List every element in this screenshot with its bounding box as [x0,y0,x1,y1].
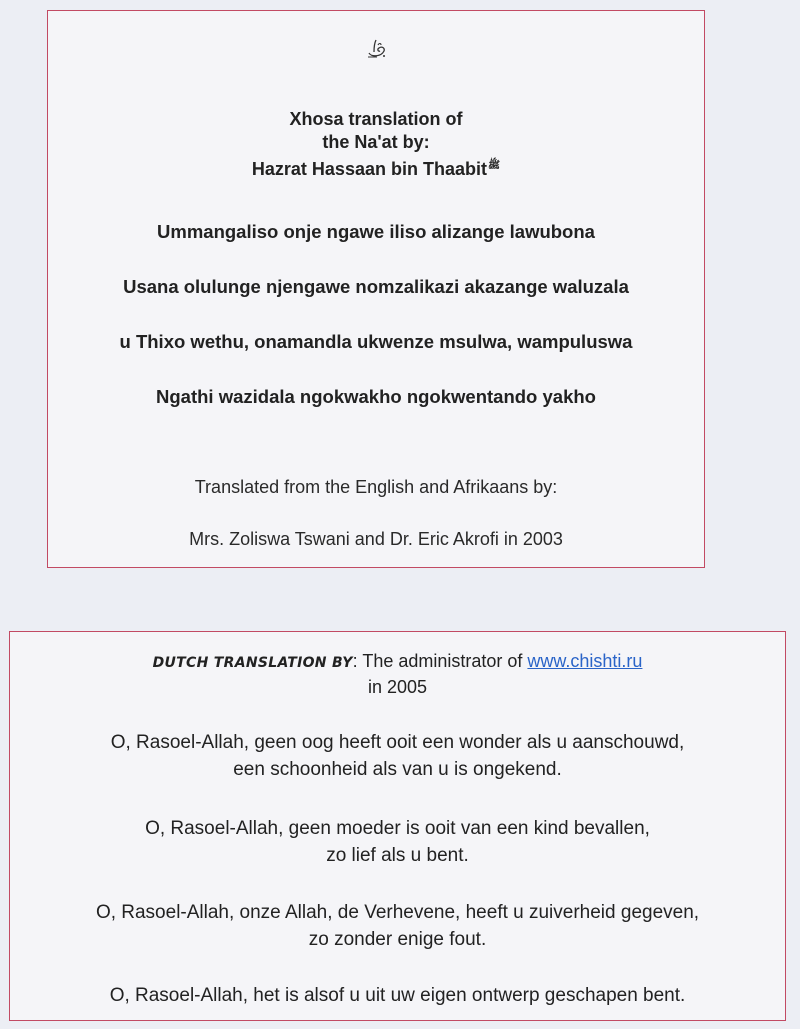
dutch-verse-1-line-1: O, Rasoel-Allah, geen oog heeft ooit een wonder als u aanschouwd, [110,732,685,753]
xhosa-verse-3: u Thixo wethu, onamandla ukwenze msulwa, wampuluswa [119,331,633,352]
honorific-mark: ﷺ [487,160,501,171]
xhosa-translation-box [47,10,705,568]
dutch-verse-3-line-1: O, Rasoel-Allah, onze Allah, de Verhevene, heeft u zuiverheid gegeven, [95,902,700,923]
translation-credit-line-1: Translated from the English and Afrikaans by: [194,477,558,497]
dutch-year-line: in 2005 [367,677,428,697]
dutch-header-line [10,648,785,676]
dutch-translation-box [9,631,786,1021]
dutch-verse-4-line-1: O, Rasoel-Allah, het is alsof u uit uw eigen ontwerp geschapen bent. [109,985,686,1006]
dutch-verse-2-line-1: O, Rasoel-Allah, geen moeder is ooit van een kind bevallen, [145,818,650,839]
calligraphy-emblem-icon [365,37,389,61]
dutch-translation-label: DUTCH TRANSLATION BY [152,655,353,671]
dutch-verse-2-line-2: zo lief als u bent. [326,845,469,866]
heading-author: Hazrat Hassaan bin Thaabit [251,159,487,179]
heading-line-2: the Na'at by: [322,132,430,152]
chishti-website-link[interactable]: www.chishti.ru [527,651,643,671]
translation-credit-line-2: Mrs. Zoliswa Tswani and Dr. Eric Akrofi in 2003 [189,529,563,549]
dutch-header-text: : The administrator of [352,651,528,671]
dutch-verse-3-line-2: zo zonder enige fout. [308,929,487,950]
xhosa-verse-4: Ngathi wazidala ngokwakho ngokwentando yakho [156,386,596,407]
xhosa-verse-2: Usana olulunge njengawe nomzalikazi akazange waluzala [123,276,629,297]
dutch-verse-1-line-2: een schoonheid als van u is ongekend. [233,759,562,780]
heading-line-3 [48,154,704,181]
heading-line-1: Xhosa translation of [289,109,463,129]
xhosa-verse-1: Ummangaliso onje ngawe iliso alizange lawubona [157,221,595,242]
